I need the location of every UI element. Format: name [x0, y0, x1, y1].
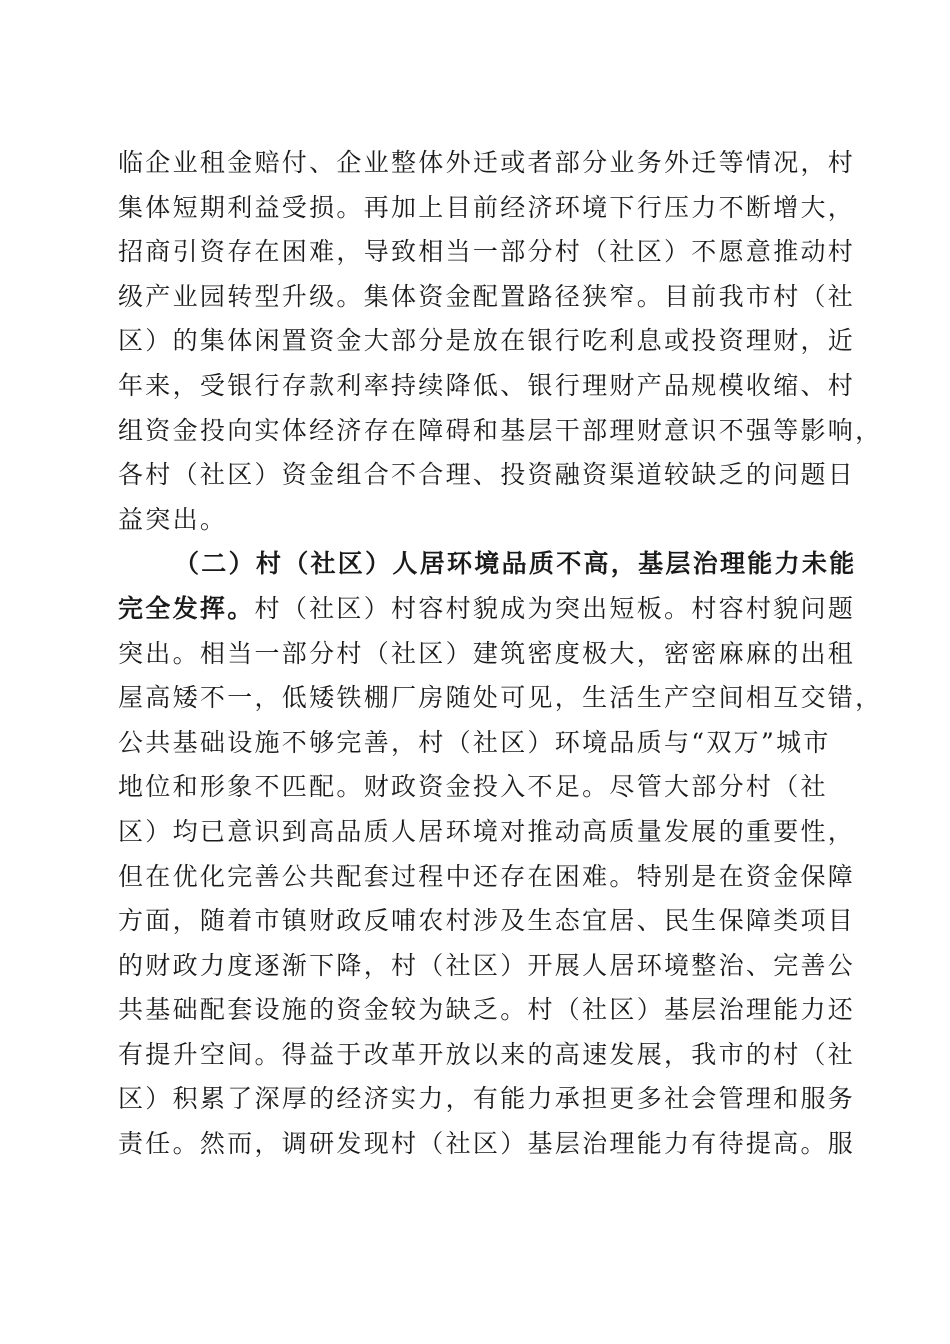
section-heading: （二）村（社区）人居环境品质不高，基层治理能力未能 — [174, 549, 857, 579]
section-heading-end: 完全发挥。 — [118, 593, 255, 623]
section-text-start: 村（社区）村容村貌成为突出短板。村容村貌问题 — [254, 593, 856, 623]
text-line: 集体短期利益受损。再加上目前经济环境下行压力不断增大， — [118, 192, 856, 222]
text-line: 各村（社区）资金组合不合理、投资融资渠道较缺乏的问题日 — [118, 460, 856, 490]
body-text — [118, 141, 883, 1167]
text-line: 地位和形象不匹配。财政资金投入不足。尽管大部分村（社 — [118, 772, 828, 802]
text-line: 级产业园转型升级。集体资金配置路径狭窄。目前我市村（社 — [118, 281, 856, 311]
text-line: 临企业租金赔付、企业整体外迁或者部分业务外迁等情况，村 — [118, 148, 856, 177]
text-line: 区）积累了深厚的经济实力，有能力承担更多社会管理和服务 — [118, 1084, 856, 1114]
text-line: 的财政力度逐渐下降，村（社区）开展人居环境整治、完善公 — [118, 950, 856, 980]
text-line: 屋高矮不一，低矮铁棚厂房随处可见，生活生产空间相互交错， — [118, 683, 883, 713]
text-line: 责任。然而，调研发现村（社区）基层治理能力有待提高。服 — [118, 1129, 856, 1159]
text-line: 但在优化完善公共配套过程中还存在困难。特别是在资金保障 — [118, 861, 856, 891]
section-heading-continuation — [118, 587, 856, 632]
text-line: 招商引资存在困难，导致相当一部分村（社区）不愿意推动村 — [118, 237, 856, 267]
text-line: 公共基础设施不够完善，村（社区）环境品质与“双万”城市 — [118, 727, 831, 757]
text-line: 益突出。 — [118, 504, 228, 534]
text-line: 有提升空间。得益于改革开放以来的高速发展，我市的村（社 — [118, 1039, 856, 1069]
text-line: 突出。相当一部分村（社区）建筑密度极大，密密麻麻的出租 — [118, 638, 856, 668]
text-line: 方面，随着市镇财政反哺农村涉及生态宜居、民生保障类项目 — [118, 906, 856, 936]
text-line: 组资金投向实体经济存在障碍和基层干部理财意识不强等影响， — [118, 415, 883, 445]
text-line: 共基础配套设施的资金较为缺乏。村（社区）基层治理能力还 — [118, 995, 856, 1025]
text-line: 年来，受银行存款利率持续降低、银行理财产品规模收缩、村 — [118, 370, 856, 400]
text-line: 区）均已意识到高品质人居环境对推动高质量发展的重要性， — [118, 816, 856, 846]
text-line: 区）的集体闲置资金大部分是放在银行吃利息或投资理财，近 — [118, 326, 856, 356]
